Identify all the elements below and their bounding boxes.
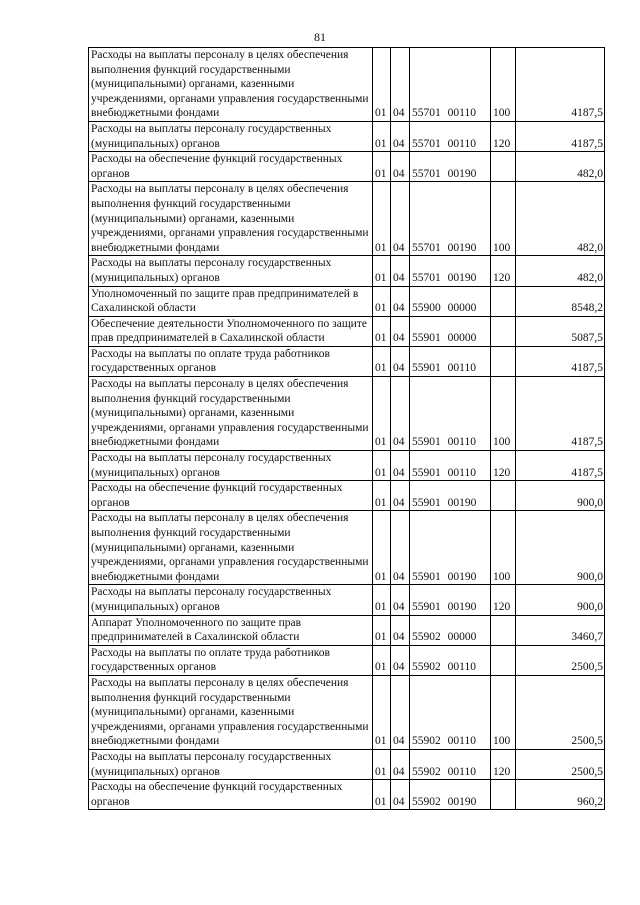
subsection-code-cell: 04 (391, 346, 410, 376)
subsection-code-cell: 04 (391, 585, 410, 615)
section-code-cell: 01 (373, 511, 391, 585)
amount-cell: 5087,5 (516, 316, 605, 346)
row-name-cell: Расходы на обеспечение функций государственных органов (89, 780, 373, 810)
target-article-cell: 55701 00190 (410, 152, 491, 182)
target-article-cell: 55901 00190 (410, 511, 491, 585)
table-row (89, 645, 605, 675)
expense-type-cell (491, 152, 516, 182)
section-code-cell: 01 (373, 481, 391, 511)
row-name-cell: Расходы на выплаты персоналу государственных (муниципальных) органов (89, 451, 373, 481)
target-article-cell: 55701 00190 (410, 182, 491, 256)
expense-type-cell: 100 (491, 377, 516, 451)
table-row (89, 675, 605, 749)
target-article-cell: 55900 00000 (410, 286, 491, 316)
row-name-cell: Расходы на выплаты по оплате труда работников государственных органов (89, 346, 373, 376)
amount-cell: 482,0 (516, 152, 605, 182)
section-code-cell: 01 (373, 152, 391, 182)
section-code-cell: 01 (373, 615, 391, 645)
section-code-cell: 01 (373, 675, 391, 749)
subsection-code-cell: 04 (391, 645, 410, 675)
table-row (89, 780, 605, 810)
expense-type-cell: 120 (491, 585, 516, 615)
row-name-cell: Аппарат Уполномоченного по защите прав предпринимателей в Сахалинской области (89, 615, 373, 645)
subsection-code-cell: 04 (391, 286, 410, 316)
section-code-cell: 01 (373, 645, 391, 675)
row-name-cell: Расходы на выплаты персоналу государственных (муниципальных) органов (89, 749, 373, 779)
subsection-code-cell: 04 (391, 675, 410, 749)
page-number: 81 (314, 30, 326, 44)
amount-cell: 900,0 (516, 481, 605, 511)
table-row (89, 451, 605, 481)
subsection-code-cell: 04 (391, 451, 410, 481)
table-row (89, 182, 605, 256)
section-code-cell: 01 (373, 749, 391, 779)
table-row (89, 346, 605, 376)
amount-cell: 900,0 (516, 585, 605, 615)
row-name-cell: Расходы на обеспечение функций государственных органов (89, 481, 373, 511)
expense-type-cell (491, 286, 516, 316)
target-article-cell: 55901 00190 (410, 585, 491, 615)
subsection-code-cell: 04 (391, 121, 410, 151)
amount-cell: 900,0 (516, 511, 605, 585)
table-row (89, 256, 605, 286)
target-article-cell: 55901 00000 (410, 316, 491, 346)
table-row (89, 481, 605, 511)
expense-type-cell (491, 645, 516, 675)
expense-type-cell: 120 (491, 256, 516, 286)
expense-type-cell (491, 316, 516, 346)
target-article-cell: 55901 00110 (410, 377, 491, 451)
amount-cell: 482,0 (516, 182, 605, 256)
table-row (89, 48, 605, 122)
target-article-cell: 55901 00110 (410, 346, 491, 376)
target-article-cell: 55902 00110 (410, 645, 491, 675)
row-name-cell: Уполномоченный по защите прав предпринимателей в Сахалинской области (89, 286, 373, 316)
row-name-cell: Расходы на выплаты персоналу в целях обеспечения выполнения функций государственными (муниципальными) органами, казенными учреждениями, органами управления государственными внебюджетными фондами (89, 511, 373, 585)
expense-type-cell: 100 (491, 48, 516, 122)
budget-table-body (89, 48, 605, 810)
section-code-cell: 01 (373, 451, 391, 481)
table-row (89, 121, 605, 151)
expense-type-cell (491, 481, 516, 511)
target-article-cell: 55902 00190 (410, 780, 491, 810)
expense-type-cell (491, 615, 516, 645)
section-code-cell: 01 (373, 286, 391, 316)
amount-cell: 4187,5 (516, 451, 605, 481)
subsection-code-cell: 04 (391, 615, 410, 645)
subsection-code-cell: 04 (391, 780, 410, 810)
subsection-code-cell: 04 (391, 152, 410, 182)
table-row (89, 377, 605, 451)
row-name-cell: Расходы на выплаты персоналу в целях обеспечения выполнения функций государственными (муниципальными) органами, казенными учреждениями, органами управления государственными внебюджетными фондами (89, 48, 373, 122)
row-name-cell: Расходы на выплаты персоналу государственных (муниципальных) органов (89, 585, 373, 615)
table-row (89, 286, 605, 316)
section-code-cell: 01 (373, 182, 391, 256)
subsection-code-cell: 04 (391, 182, 410, 256)
expense-type-cell: 120 (491, 749, 516, 779)
row-name-cell: Расходы на выплаты персоналу государственных (муниципальных) органов (89, 121, 373, 151)
row-name-cell: Расходы на обеспечение функций государственных органов (89, 152, 373, 182)
subsection-code-cell: 04 (391, 749, 410, 779)
expense-type-cell: 100 (491, 511, 516, 585)
subsection-code-cell: 04 (391, 256, 410, 286)
table-row (89, 316, 605, 346)
subsection-code-cell: 04 (391, 481, 410, 511)
expense-type-cell: 100 (491, 182, 516, 256)
target-article-cell: 55902 00110 (410, 675, 491, 749)
target-article-cell: 55901 00190 (410, 481, 491, 511)
amount-cell: 3460,7 (516, 615, 605, 645)
row-name-cell: Расходы на выплаты по оплате труда работников государственных органов (89, 645, 373, 675)
section-code-cell: 01 (373, 316, 391, 346)
row-name-cell: Обеспечение деятельности Уполномоченного по защите прав предпринимателей в Сахалинской области (89, 316, 373, 346)
row-name-cell: Расходы на выплаты персоналу государственных (муниципальных) органов (89, 256, 373, 286)
section-code-cell: 01 (373, 780, 391, 810)
section-code-cell: 01 (373, 256, 391, 286)
table-row (89, 152, 605, 182)
expense-type-cell: 120 (491, 121, 516, 151)
section-code-cell: 01 (373, 377, 391, 451)
amount-cell: 960,2 (516, 780, 605, 810)
expense-type-cell: 100 (491, 675, 516, 749)
expense-type-cell (491, 346, 516, 376)
subsection-code-cell: 04 (391, 316, 410, 346)
subsection-code-cell: 04 (391, 377, 410, 451)
row-name-cell: Расходы на выплаты персоналу в целях обеспечения выполнения функций государственными (муниципальными) органами, казенными учреждениями, органами управления государственными внебюджетными фондами (89, 675, 373, 749)
target-article-cell: 55701 00110 (410, 48, 491, 122)
target-article-cell: 55901 00110 (410, 451, 491, 481)
amount-cell: 4187,5 (516, 48, 605, 122)
table-row (89, 749, 605, 779)
target-article-cell: 55902 00000 (410, 615, 491, 645)
subsection-code-cell: 04 (391, 48, 410, 122)
table-row (89, 511, 605, 585)
budget-table (88, 47, 605, 810)
amount-cell: 2500,5 (516, 675, 605, 749)
row-name-cell: Расходы на выплаты персоналу в целях обеспечения выполнения функций государственными (муниципальными) органами, казенными учреждениями, органами управления государственными внебюджетными фондами (89, 182, 373, 256)
target-article-cell: 55701 00110 (410, 121, 491, 151)
amount-cell: 482,0 (516, 256, 605, 286)
amount-cell: 8548,2 (516, 286, 605, 316)
amount-cell: 4187,5 (516, 346, 605, 376)
table-row (89, 585, 605, 615)
section-code-cell: 01 (373, 121, 391, 151)
target-article-cell: 55902 00110 (410, 749, 491, 779)
section-code-cell: 01 (373, 585, 391, 615)
amount-cell: 2500,5 (516, 749, 605, 779)
table-row (89, 615, 605, 645)
target-article-cell: 55701 00190 (410, 256, 491, 286)
amount-cell: 2500,5 (516, 645, 605, 675)
expense-type-cell (491, 780, 516, 810)
expense-type-cell: 120 (491, 451, 516, 481)
row-name-cell: Расходы на выплаты персоналу в целях обеспечения выполнения функций государственными (муниципальными) органами, казенными учреждениями, органами управления государственными внебюджетными фондами (89, 377, 373, 451)
subsection-code-cell: 04 (391, 511, 410, 585)
section-code-cell: 01 (373, 346, 391, 376)
section-code-cell: 01 (373, 48, 391, 122)
amount-cell: 4187,5 (516, 121, 605, 151)
amount-cell: 4187,5 (516, 377, 605, 451)
